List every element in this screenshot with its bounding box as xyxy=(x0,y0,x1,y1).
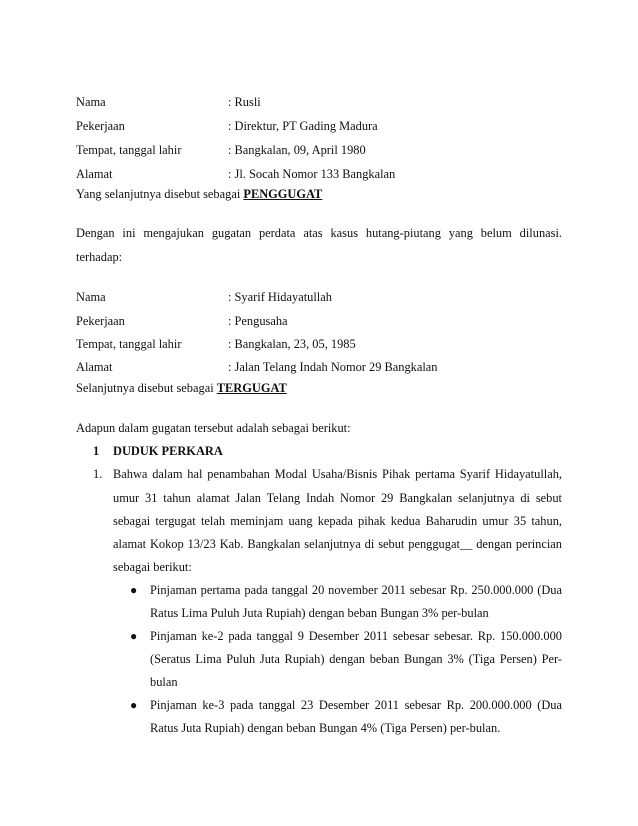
field-label: Alamat xyxy=(76,360,113,374)
bullet-icon: ● xyxy=(130,583,138,597)
field-value: : Rusli xyxy=(228,95,261,109)
penggugat-row-pekerjaan xyxy=(76,119,378,134)
loan-3-line-1: Pinjaman ke-3 pada tanggal 23 Desember 2011 sebesar Rp. 200.000.000 (Dua xyxy=(150,698,562,712)
field-value: : Direktur, PT Gading Madura xyxy=(228,119,378,133)
item-line-3: sebagai tergugat telah meminjam uang kepada pihak kedua Baharudin umur 35 tahun, xyxy=(113,514,562,528)
loan-2-line-3: bulan xyxy=(150,675,178,689)
section-title: DUDUK PERKARA xyxy=(113,444,223,458)
section-number: 1 xyxy=(93,444,100,458)
loan-2-line-2: (Seratus Lima Puluh Juta Rupiah) dengan beban Bungan 3% (Tiga Persen) Per- xyxy=(150,652,562,666)
summary-prefix: Yang selanjutnya disebut sebagai xyxy=(76,187,244,201)
tergugat-summary xyxy=(76,381,287,396)
bullet-icon: ● xyxy=(130,629,138,643)
item-line-5: sebagai berikut: xyxy=(113,560,192,574)
role-penggugat: PENGGUGAT xyxy=(243,187,323,201)
field-label: Nama xyxy=(76,290,106,304)
tergugat-row-pekerjaan xyxy=(76,314,288,329)
intro-line-1: Dengan ini mengajukan gugatan perdata atas kasus hutang-piutang yang belum dilunasi. xyxy=(76,226,562,240)
body-lead: Adapun dalam gugatan tersebut adalah sebagai berikut: xyxy=(76,421,351,435)
item-line-2: umur 31 tahun alamat Jalan Telang Indah Nomor 29 Bangkalan selanjutnya di sebut xyxy=(113,491,562,505)
item-line-4: alamat Kokop 13/23 Kab. Bangkalan selanjutnya di sebut penggugat__ dengan perincian xyxy=(113,537,562,551)
field-value: : Pengusaha xyxy=(228,314,288,328)
field-label: Pekerjaan xyxy=(76,119,125,133)
tergugat-row-ttl xyxy=(76,337,356,352)
loan-2-line-1: Pinjaman ke-2 pada tanggal 9 Desember 2011 sebesar sebesar. Rp. 150.000.000 xyxy=(150,629,562,643)
field-value: : Jalan Telang Indah Nomor 29 Bangkalan xyxy=(228,360,438,374)
loan-3-line-2: Ratus Juta Rupiah) dengan beban Bungan 4% (Tiga Persen) per-bulan. xyxy=(150,721,501,735)
penggugat-summary xyxy=(76,187,322,202)
field-label: Tempat, tanggal lahir xyxy=(76,143,182,157)
field-label: Alamat xyxy=(76,167,113,181)
field-value: : Jl. Socah Nomor 133 Bangkalan xyxy=(228,167,396,181)
field-value: : Bangkalan, 09, April 1980 xyxy=(228,143,366,157)
penggugat-row-nama xyxy=(76,95,261,110)
penggugat-row-alamat xyxy=(76,167,395,182)
bullet-icon: ● xyxy=(130,698,138,712)
summary-prefix: Selanjutnya disebut sebagai xyxy=(76,381,217,395)
item-line-1: Bahwa dalam hal penambahan Modal Usaha/Bisnis Pihak pertama Syarif Hidayatullah, xyxy=(113,467,562,481)
role-tergugat: TERGUGAT xyxy=(216,381,287,395)
field-value: : Syarif Hidayatullah xyxy=(228,290,332,304)
penggugat-row-ttl xyxy=(76,143,366,158)
item-number: 1. xyxy=(93,467,103,481)
loan-1-line-1: Pinjaman pertama pada tanggal 20 november 2011 sebesar Rp. 250.000.000 (Dua xyxy=(150,583,562,597)
field-value: : Bangkalan, 23, 05, 1985 xyxy=(228,337,356,351)
field-label: Nama xyxy=(76,95,106,109)
intro-line-2: terhadap: xyxy=(76,250,123,264)
tergugat-row-nama xyxy=(76,290,332,305)
loan-1-line-2: Ratus Lima Puluh Juta Rupiah) dengan beban Bungan 3% per-bulan xyxy=(150,606,489,620)
field-label: Tempat, tanggal lahir xyxy=(76,337,182,351)
tergugat-row-alamat xyxy=(76,360,438,375)
field-label: Pekerjaan xyxy=(76,314,125,328)
